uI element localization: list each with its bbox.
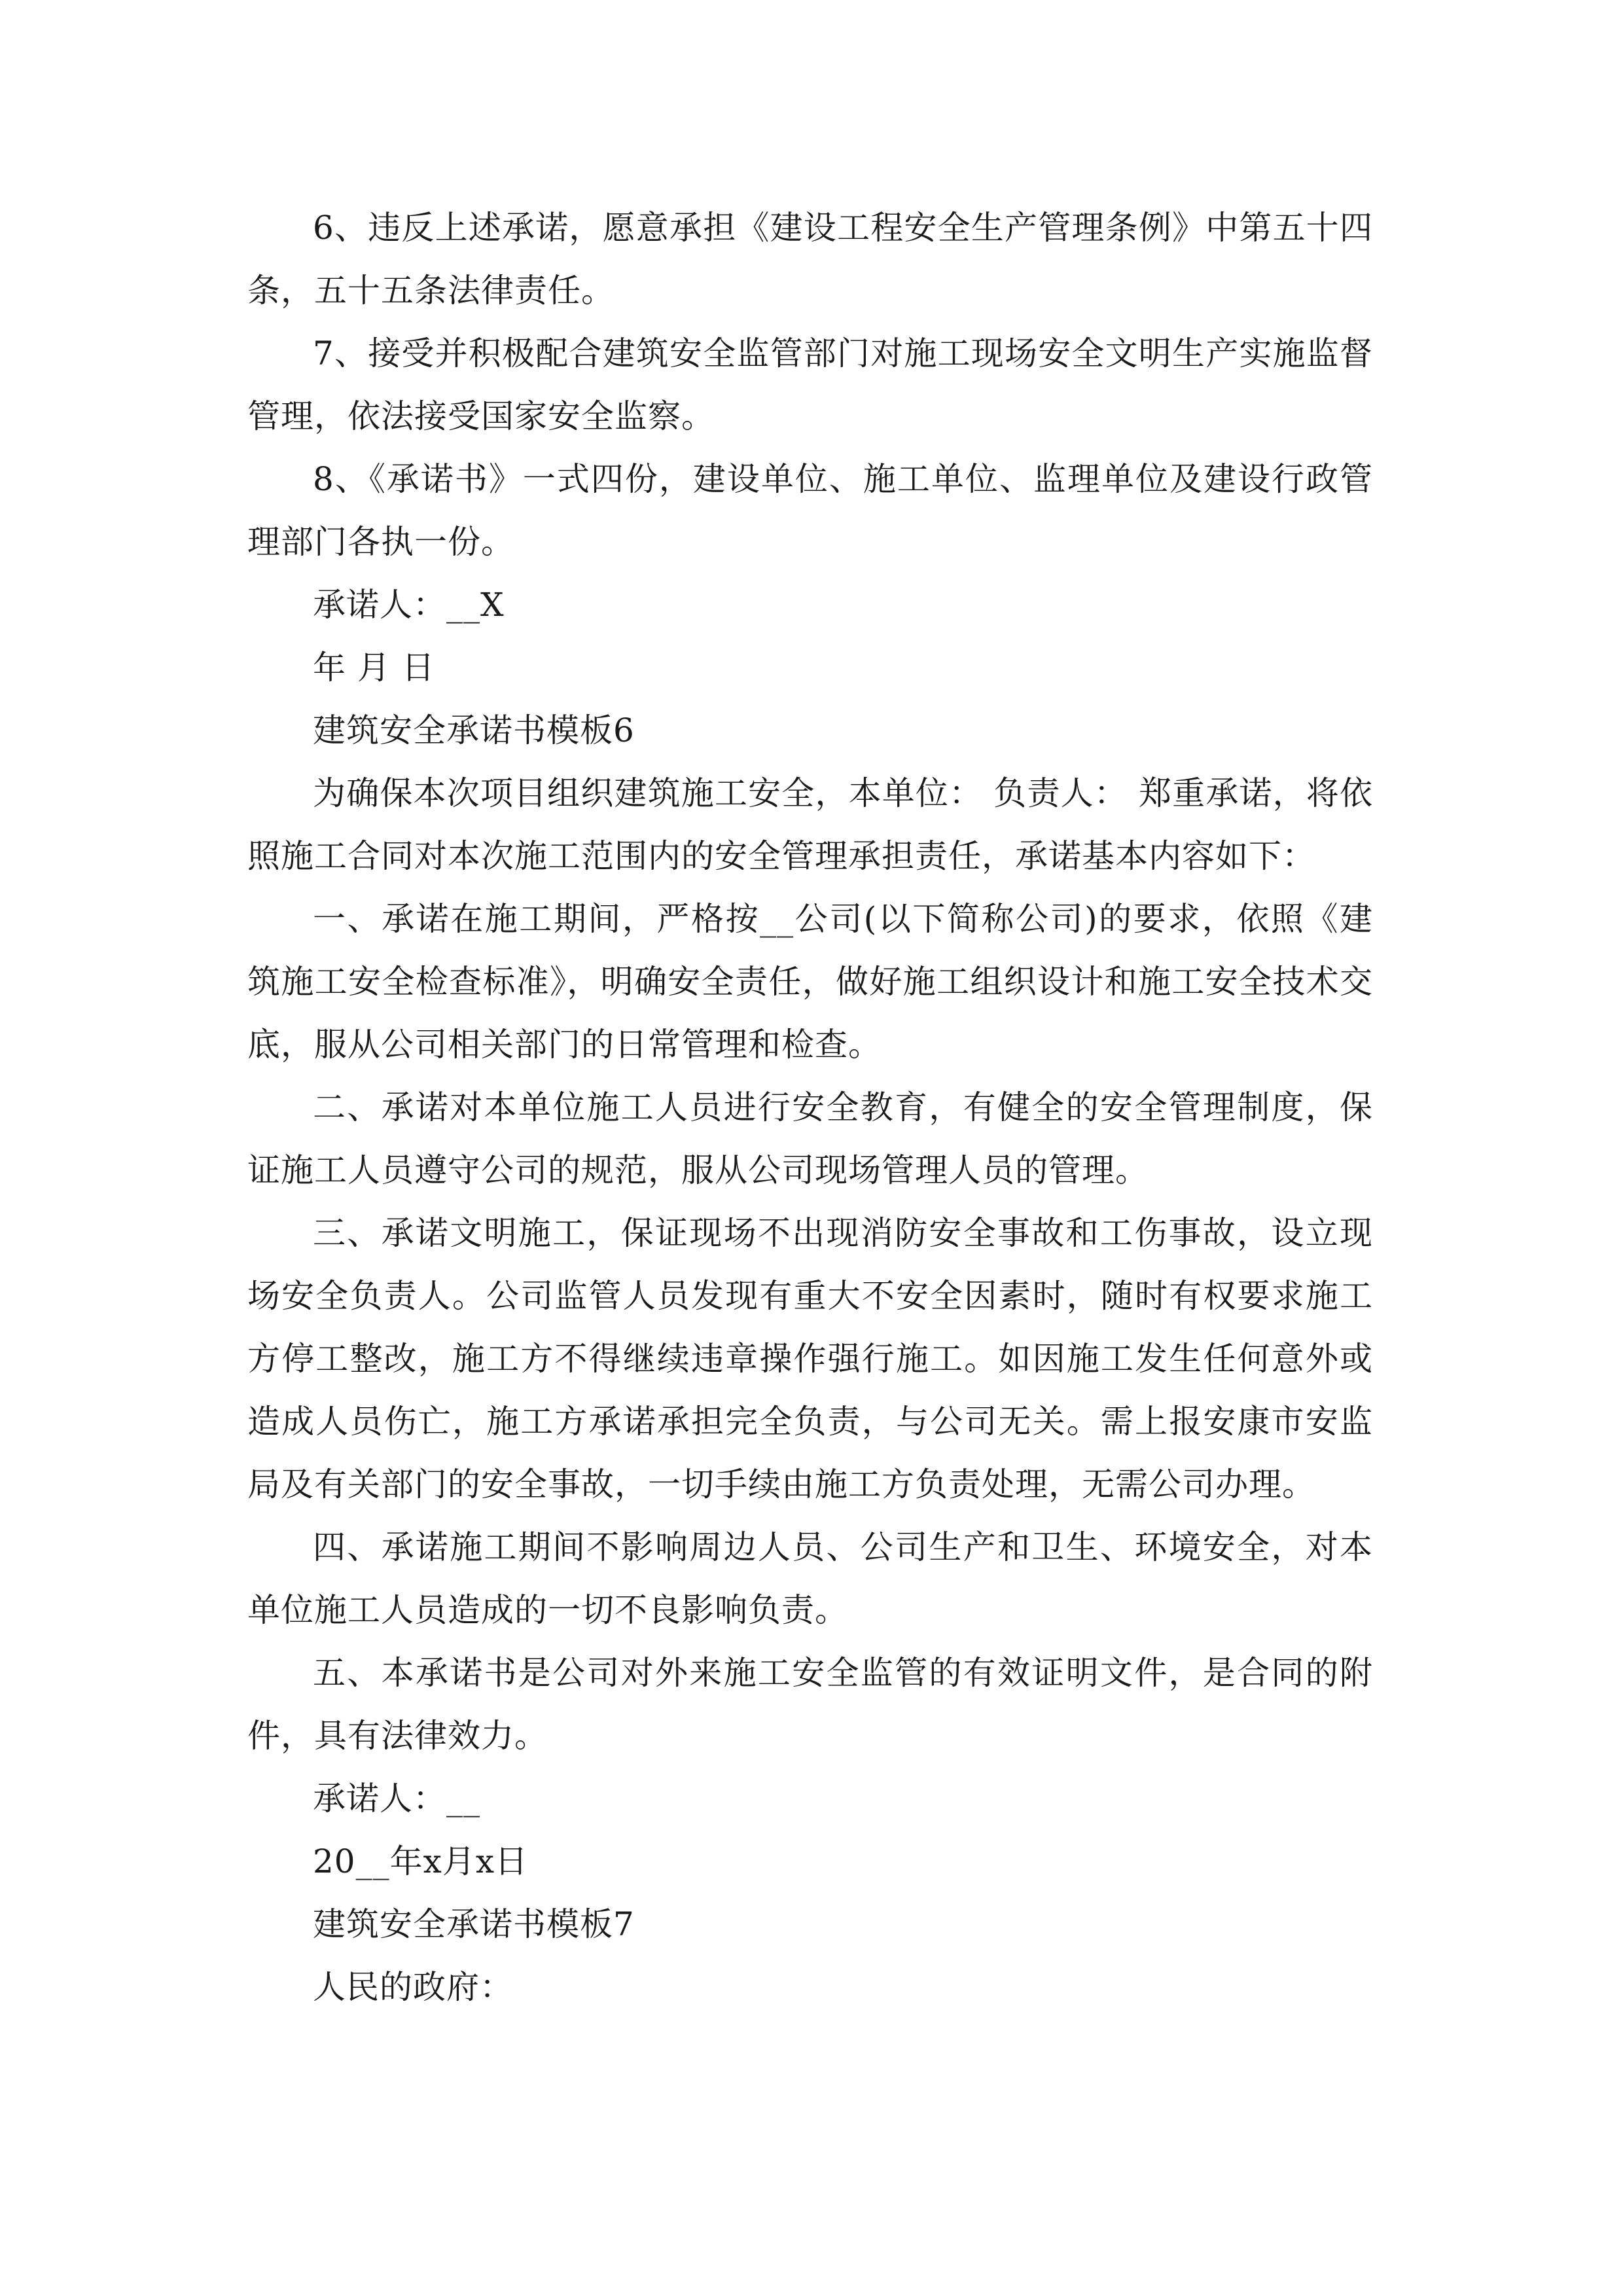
paragraph-item-1: 一、承诺在施工期间，严格按__公司(以下简称公司)的要求，依照《建筑施工安全检查标准》，明确安全责任，做好施工组织设计和施工安全技术交底，服从公司相关部门的日常管理和检查。: [247, 900, 1373, 1064]
paragraph-intro: 为确保本次项目组织建筑施工安全，本单位： 负责人： 郑重承诺，将依照施工合同对本次施工范围内的安全管理承担责任，承诺基本内容如下：: [247, 774, 1373, 875]
paragraph-item-5: 五、本承诺书是公司对外来施工安全监管的有效证明文件，是合同的附件，具有法律效力。: [247, 1654, 1373, 1755]
paragraph-item-4: 四、承诺施工期间不影响周边人员、公司生产和卫生、环境安全，对本单位施工人员造成的一切不良影响负责。: [247, 1528, 1373, 1629]
section-title-template-7: 建筑安全承诺书模板7: [313, 1905, 635, 1943]
section-title-template-6: 建筑安全承诺书模板6: [313, 711, 635, 749]
document-body: [247, 196, 1373, 2018]
signature-line: 承诺人：__: [313, 1780, 480, 1818]
salutation-line: 人民的政府：: [313, 1968, 513, 2006]
paragraph-clause-8: 8、《承诺书》一式四份，建设单位、施工单位、监理单位及建设行政管理部门各执一份。: [247, 460, 1373, 561]
date-line: 20__年x月x日: [313, 1842, 529, 1880]
signature-line: 承诺人：__X: [313, 586, 505, 624]
paragraph-clause-7: 7、接受并积极配合建筑安全监管部门对施工现场安全文明生产实施监督管理，依法接受国家安全监察。: [247, 334, 1373, 435]
paragraph-item-2: 二、承诺对本单位施工人员进行安全教育，有健全的安全管理制度，保证施工人员遵守公司的规范，服从公司现场管理人员的管理。: [247, 1088, 1373, 1189]
paragraph-item-3: 三、承诺文明施工，保证现场不出现消防安全事故和工伤事故，设立现场安全负责人。公司监管人员发现有重大不安全因素时，随时有权要求施工方停工整改，施工方不得继续违章操作强行施工。如因施工发生任何意外或造成人员伤亡，施工方承诺承担完全负责，与公司无关。需上报安康市安监局及有关部门的安全事故，一切手续由施工方负责处理，无需公司办理。: [247, 1214, 1373, 1503]
date-line: 年 月 日: [313, 649, 435, 687]
paragraph-clause-6: 6、违反上述承诺，愿意承担《建设工程安全生产管理条例》中第五十四条，五十五条法律责任。: [247, 209, 1373, 310]
